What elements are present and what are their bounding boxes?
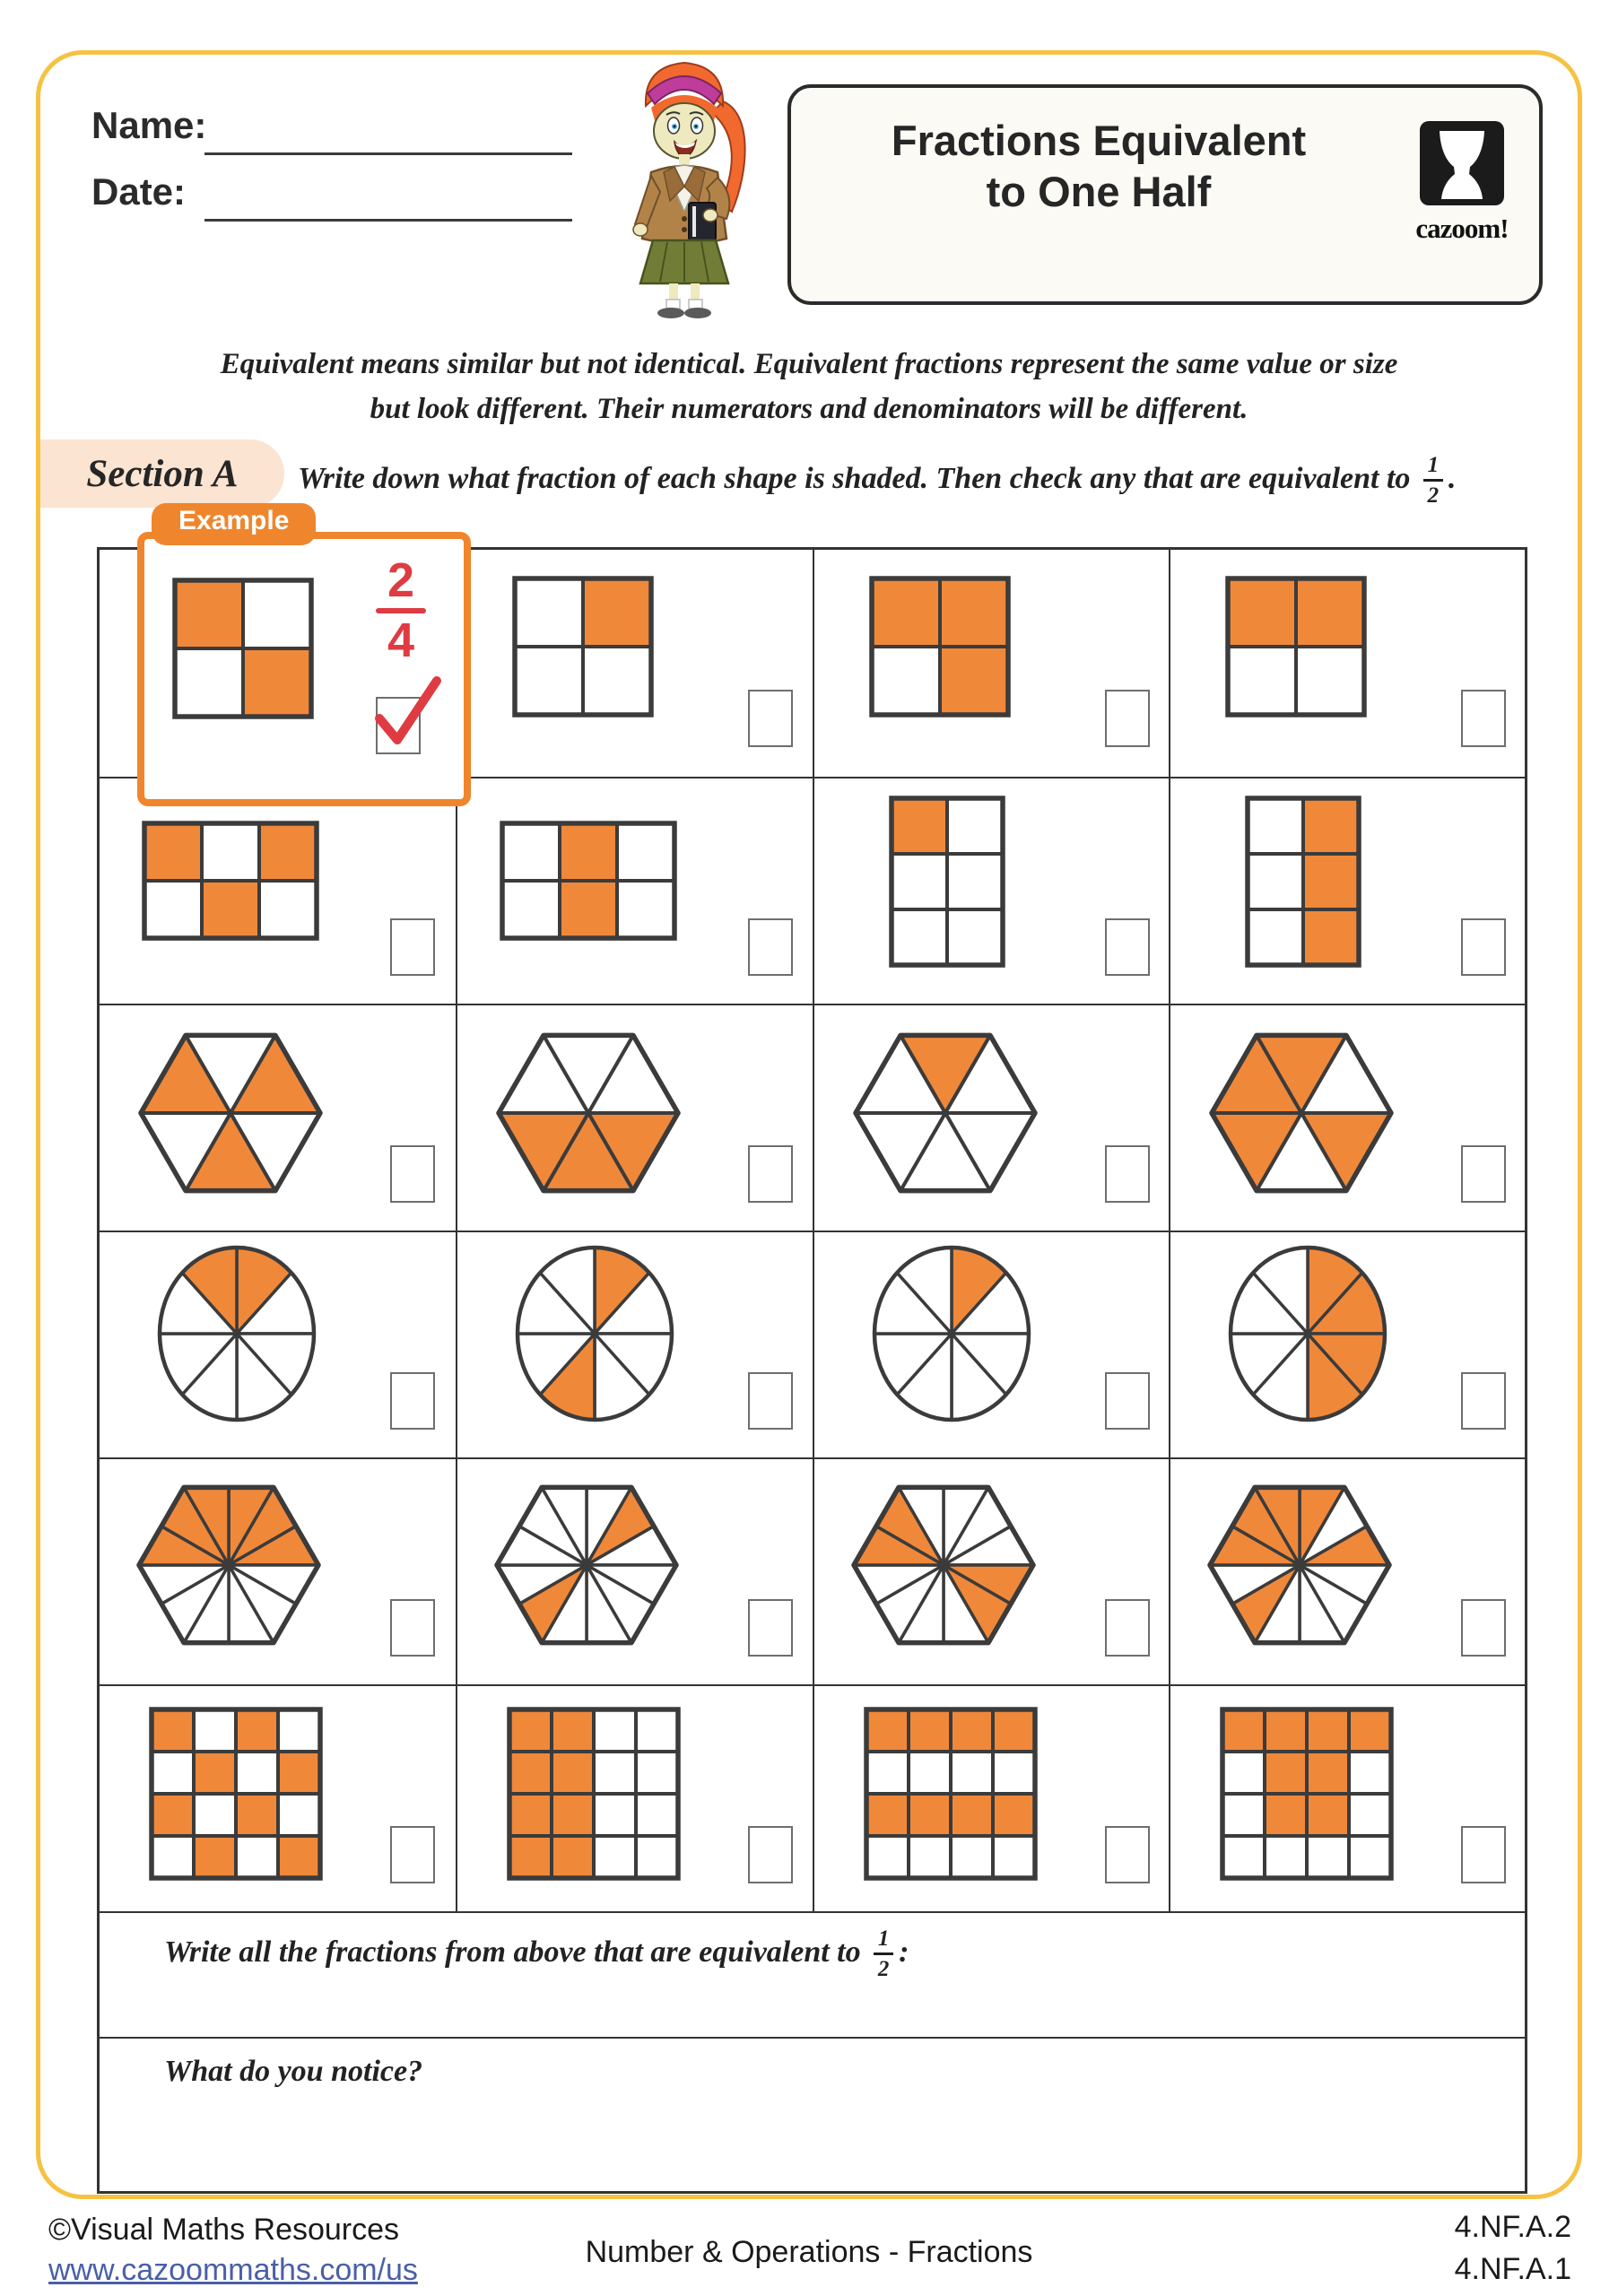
fraction-shape bbox=[1206, 1027, 1396, 1199]
fraction-shape bbox=[491, 1479, 682, 1651]
fraction-shape bbox=[170, 575, 317, 722]
fraction-shape bbox=[848, 1479, 1039, 1651]
worksheet-cell bbox=[100, 777, 456, 1004]
fraction-shape bbox=[135, 1027, 326, 1199]
name-label: Name: bbox=[91, 104, 207, 146]
equivalent-checkbox[interactable] bbox=[390, 1372, 435, 1430]
section-a-instruction: Write down what fraction of each shape is shaded. Then check any that are equivalent to $\frac{1}{2}$ . bbox=[298, 453, 1457, 508]
cazoom-logo bbox=[1415, 118, 1509, 245]
equivalent-checkbox[interactable] bbox=[1105, 918, 1150, 976]
equivalent-checkbox[interactable] bbox=[390, 1599, 435, 1657]
section-a-pill bbox=[40, 439, 284, 508]
example-shape bbox=[170, 575, 317, 726]
copyright-text: ©Visual Maths Resources bbox=[48, 2213, 400, 2247]
cartoon-girl-illustration bbox=[599, 52, 770, 321]
worksheet-cell bbox=[100, 1457, 456, 1684]
equivalent-checkbox[interactable] bbox=[1461, 690, 1506, 747]
logo-text: cazoom! bbox=[1415, 213, 1509, 244]
write-fractions-prompt: Write all the fractions from above that are equivalent to $\frac{1}{2}$ : bbox=[164, 1926, 909, 1981]
footer-topic: Number & Operations - Fractions bbox=[585, 2235, 1033, 2269]
fraction-shape bbox=[493, 1027, 683, 1199]
fraction-shape bbox=[155, 1243, 318, 1424]
fraction-shape bbox=[509, 573, 657, 720]
fraction-shape bbox=[1242, 793, 1364, 970]
equivalent-checkbox[interactable] bbox=[1461, 918, 1506, 976]
worksheet-cell bbox=[1169, 1004, 1525, 1231]
equivalent-checkbox[interactable] bbox=[390, 918, 435, 976]
notice-row[interactable] bbox=[100, 2037, 1525, 2191]
equivalent-checkbox[interactable] bbox=[1105, 1372, 1150, 1430]
worksheet-cell bbox=[813, 1684, 1169, 1911]
equivalent-checkbox[interactable] bbox=[390, 1826, 435, 1883]
worksheet-cell bbox=[1169, 1684, 1525, 1911]
page-title: Fractions Equivalent to One Half bbox=[891, 117, 1307, 216]
example-cell bbox=[137, 506, 471, 806]
section-a-label: Section A bbox=[86, 452, 239, 495]
one-half-fraction: $\frac{1}{2}$ bbox=[1423, 454, 1443, 507]
intro-text: Equivalent means similar but not identical. Equivalent fractions represent the same value or size but look different. Their numerators and denominators will be different. bbox=[220, 348, 1398, 425]
equivalent-checkbox[interactable] bbox=[1461, 1599, 1506, 1657]
worksheet-cell bbox=[1169, 777, 1525, 1004]
standard-code: 4.NF.A.2 bbox=[1454, 2210, 1571, 2244]
worksheet-cell bbox=[100, 1231, 456, 1457]
equivalent-checkbox[interactable] bbox=[390, 1145, 435, 1203]
worksheet-cell bbox=[456, 1457, 812, 1684]
equivalent-checkbox[interactable] bbox=[1461, 1826, 1506, 1883]
worksheet-cell bbox=[813, 1457, 1169, 1684]
write-fractions-row[interactable] bbox=[100, 1911, 1525, 2037]
example-label: Example bbox=[152, 503, 316, 545]
worksheet-cell bbox=[456, 1684, 812, 1911]
worksheet-cell bbox=[100, 1684, 456, 1911]
equivalent-checkbox[interactable] bbox=[376, 697, 421, 754]
equivalent-checkbox[interactable] bbox=[748, 1145, 793, 1203]
fraction-shape bbox=[1222, 573, 1370, 720]
fraction-shape bbox=[1226, 1243, 1389, 1424]
worksheet-cell bbox=[456, 1004, 812, 1231]
worksheet-cell bbox=[813, 550, 1169, 777]
worksheet-table bbox=[97, 506, 1527, 2194]
worksheet-cell bbox=[1169, 550, 1525, 777]
equivalent-checkbox[interactable] bbox=[748, 1372, 793, 1430]
fraction-shape bbox=[861, 1704, 1040, 1883]
date-input-line[interactable] bbox=[204, 219, 572, 222]
equivalent-checkbox[interactable] bbox=[748, 918, 793, 976]
equivalent-checkbox[interactable] bbox=[1105, 690, 1150, 747]
worksheet-cell bbox=[456, 1231, 812, 1457]
worksheet-cell bbox=[813, 1231, 1169, 1457]
worksheet-cell bbox=[456, 777, 812, 1004]
name-input-line[interactable] bbox=[204, 152, 572, 155]
fraction-shape bbox=[866, 573, 1013, 720]
fraction-shape bbox=[850, 1027, 1040, 1199]
equivalent-checkbox[interactable] bbox=[1105, 1599, 1150, 1657]
footer-standards bbox=[1455, 2206, 1571, 2291]
fraction-shape bbox=[146, 1704, 326, 1883]
example-fraction: 2 4 bbox=[369, 555, 433, 665]
cazoom-logo-icon bbox=[1417, 118, 1507, 208]
fraction-shape bbox=[886, 793, 1008, 970]
notice-prompt: What do you notice? bbox=[164, 2055, 423, 2088]
one-half-fraction: $\frac{1}{2}$ bbox=[874, 1927, 893, 1980]
fraction-shape bbox=[1217, 1704, 1396, 1883]
equivalent-checkbox[interactable] bbox=[1105, 1145, 1150, 1203]
equivalent-checkbox[interactable] bbox=[1461, 1145, 1506, 1203]
worksheet-cell bbox=[1169, 1457, 1525, 1684]
fraction-shape bbox=[870, 1243, 1033, 1424]
worksheet-cell bbox=[813, 777, 1169, 1004]
worksheet-cell bbox=[813, 1004, 1169, 1231]
fraction-shape bbox=[1205, 1479, 1395, 1651]
worksheet-cell bbox=[1169, 1231, 1525, 1457]
fraction-shape bbox=[139, 818, 322, 944]
worksheet-cell bbox=[456, 550, 812, 777]
fraction-shape bbox=[513, 1243, 676, 1424]
date-label: Date: bbox=[91, 170, 187, 213]
equivalent-checkbox[interactable] bbox=[1461, 1372, 1506, 1430]
fraction-shape bbox=[134, 1479, 324, 1651]
equivalent-checkbox[interactable] bbox=[1105, 1826, 1150, 1883]
equivalent-checkbox[interactable] bbox=[748, 690, 793, 747]
website-link[interactable]: www.cazoommaths.com/us bbox=[48, 2252, 418, 2287]
equivalent-checkbox[interactable] bbox=[748, 1599, 793, 1657]
fraction-shape bbox=[504, 1704, 683, 1883]
fraction-shape bbox=[497, 818, 680, 944]
equivalent-checkbox[interactable] bbox=[748, 1826, 793, 1883]
standard-code: 4.NF.A.1 bbox=[1454, 2251, 1571, 2286]
worksheet-cell bbox=[100, 1004, 456, 1231]
